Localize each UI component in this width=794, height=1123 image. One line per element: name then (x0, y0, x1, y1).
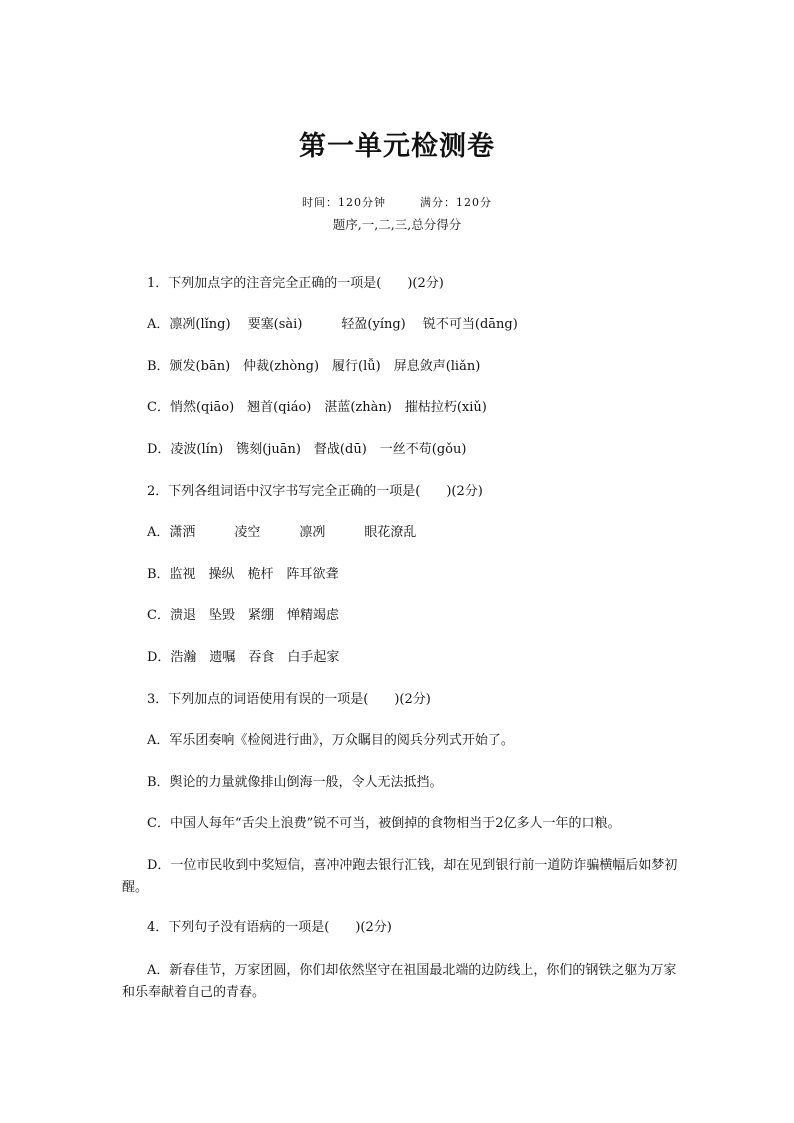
page-title: 第一单元检测卷 (299, 131, 495, 162)
question-3-option-b: B．舆论的力量就像排山倒海一般，令人无法抵挡。 (147, 775, 443, 790)
question-2: 2．下列各组词语中汉字书写完全正确的一项是( )(2分) (147, 484, 483, 499)
question-4-option-a: A．新春佳节，万家团圆，你们却依然坚守在祖国最北端的边防线上，你们的钢铁之躯为万家和乐奉献着自己的青春。 (122, 963, 677, 1000)
question-1-option-c: C．悄然(qiāo) 翘首(qiáo) 湛蓝(zhàn) 摧枯拉朽(xiǔ) (147, 400, 487, 415)
question-1-option-b: B．颁发(bān) 仲裁(zhòng) 履行(lǚ) 屏息敛声(liǎn) (147, 359, 481, 374)
question-3-option-c: C．中国人每年“舌尖上浪费”锐不可当，被倒掉的食物相当于2亿多人一年的口粮。 (147, 816, 621, 831)
full-score: 满分：120分 (420, 196, 492, 209)
score-table-header: 题序,一,二,三,总分得分 (332, 217, 462, 232)
question-3-option-a: A．军乐团奏响《检阅进行曲》，万众瞩目的阅兵分列式开始了。 (147, 733, 514, 748)
question-3-option-d: D．一位市民收到中奖短信，喜冲冲跑去银行汇钱，却在见到银行前一道防诈骗横幅后如梦初醒。 (122, 858, 678, 895)
question-2-option-a: A．潇洒 凌空 凛冽 眼花潦乱 (147, 525, 417, 540)
exam-meta (0, 194, 794, 210)
question-2-option-c: C．溃退 坠毁 紧绷 惮精竭虑 (147, 608, 339, 623)
question-2-option-b: B．监视 操纵 桅杆 阵耳欲聋 (147, 567, 339, 582)
question-3: 3．下列加点的词语使用有误的一项是( )(2分) (147, 692, 431, 707)
question-1-option-a: A．凛冽(lǐng) 要塞(sài) 轻盈(yíng) 锐不可当(dāng) (147, 317, 518, 332)
time-limit: 时间：120分钟 (302, 196, 386, 209)
question-1: 1．下列加点字的注音完全正确的一项是( )(2分) (147, 276, 444, 291)
question-4: 4．下列句子没有语病的一项是( )(2分) (147, 920, 392, 935)
question-2-option-d: D．浩瀚 遗嘱 吞食 白手起家 (147, 650, 340, 665)
question-1-option-d: D．凌波(lín) 镌刻(juān) 督战(dū) 一丝不苟(gǒu) (147, 442, 467, 457)
